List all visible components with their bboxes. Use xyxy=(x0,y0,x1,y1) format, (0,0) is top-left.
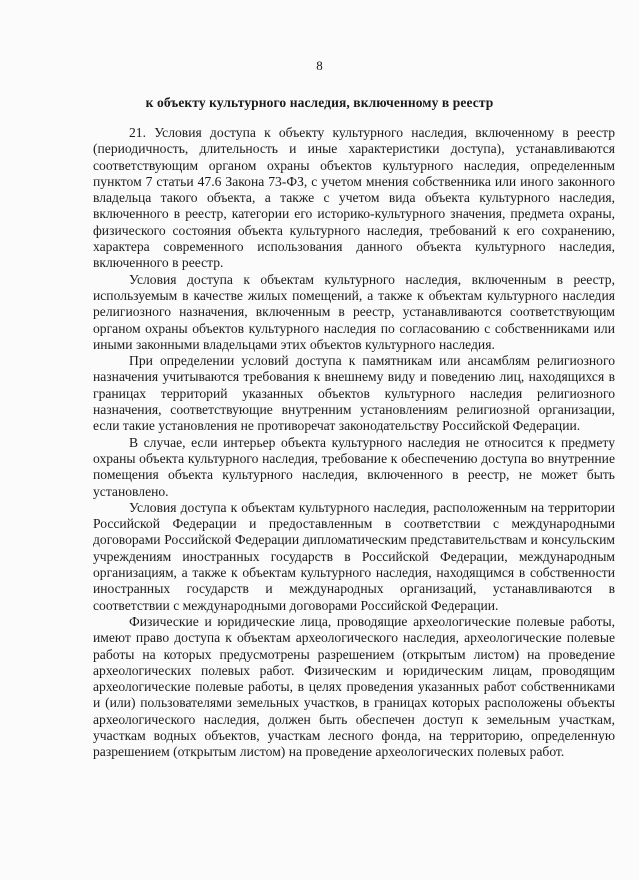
paragraph-religious-requirements: При определении условий доступа к памятникам или ансамблям религиозного назначения учитываются требования к внешнему виду и поведению лиц, находящихся в границах территорий указанных объектов культурного наследия религиозного назначения, соответствующие внутренним установлениям религиозной организации, если такие установления не противоречат законодательству Российской Федерации. xyxy=(93,353,615,434)
paragraph-international: Условия доступа к объектам культурного наследия, расположенным на территории Российской Федерации и предоставленным в соответствии с международными договорами Российской Федерации дипломатическим представительствам и консульским учреждениям иностранных государств в Российской Федерации, международным организациям, а также к объектам культурного наследия, находящимся в собственности иностранных государств и международных организаций, устанавливаются в соответствии с международными договорами Российской Федерации. xyxy=(93,499,615,613)
page-number: 8 xyxy=(316,58,323,73)
paragraph-residential-religious: Условия доступа к объектам культурного наследия, включенным в реестр, используемым в качестве жилых помещений, а также к объектам культурного наследия религиозного назначения, включенным в реестр, устанавливаются соответствующим органом охраны объектов культурного наследия по согласованию с собственниками или иными законными владельцами этих объектов культурного наследия. xyxy=(93,271,615,352)
paragraph-21: 21. Условия доступа к объекту культурного наследия, включенному в реестр (периодичность, длительность и иные характеристики доступа), устанавливаются соответствующим органом охраны объектов культурного наследия, определенным пунктом 7 статьи 47.6 Закона 73-ФЗ, с учетом мнения собственника или иного законного владельца такого объекта, а также с учетом вида объекта культурного наследия, включенного в реестр, категории его историко-культурного значения, предмета охраны, физического состояния объекта культурного наследия, требований к его сохранению, характера современного использования данного объекта культурного наследия, включенного в реестр. xyxy=(93,125,615,271)
section-heading: к объекту культурного наследия, включенному в реестр xyxy=(145,95,494,110)
paragraph-interior: В случае, если интерьер объекта культурного наследия не относится к предмету охраны объекта культурного наследия, требование к обеспечению доступа во внутренние помещения объекта культурного наследия, включенного в реестр, не может быть установлено. xyxy=(93,434,615,499)
document-body xyxy=(93,125,615,761)
paragraph-archaeological: Физические и юридические лица, проводящие археологические полевые работы, имеют право доступа к объектам археологического наследия, археологические полевые работы на которых предусмотрены разрешением (открытым листом) на проведение археологических полевых работ. Физическим и юридическим лицам, проводящим археологические полевые работы, в целях проведения указанных работ собственниками и (или) пользователями земельных участков, в границах которых расположены объекты археологического наследия, должен быть обеспечен доступ к земельным участкам, участкам водных объектов, участкам лесного фонда, на территорию, определенную разрешением (открытым листом) на проведение археологических полевых работ. xyxy=(93,613,615,760)
